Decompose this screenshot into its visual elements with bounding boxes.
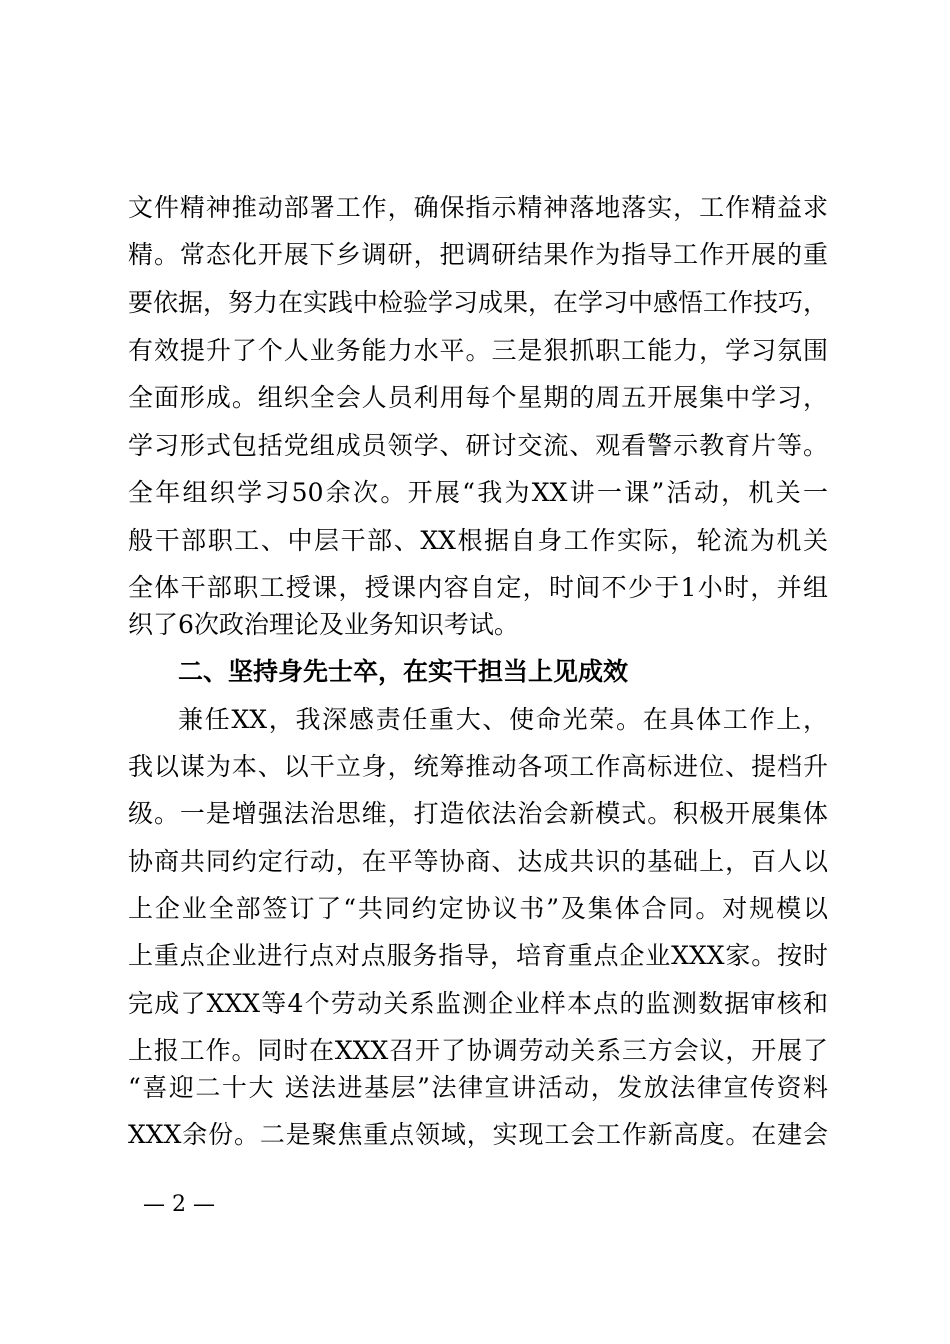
paragraph-2-line-3: 级。一是增强法治思维，打造依法治会新模式。积极开展集体 xyxy=(128,799,828,828)
paragraph-1-line-3: 要依据，努力在实践中检验学习成果，在学习中感悟工作技巧， xyxy=(128,288,828,317)
paragraph-1-line-10: 织了6次政治理论及业务知识考试。 xyxy=(128,610,519,639)
paragraph-2-line-9: “喜迎二十大 送法进基层”法律宣讲活动，发放法律宣传资料 xyxy=(128,1073,828,1102)
page-number: — 2 — xyxy=(143,1192,215,1217)
paragraph-2-line-1: 兼任XX，我深感责任重大、使命光荣。在具体工作上， xyxy=(178,705,828,734)
paragraph-1-line-4: 有效提升了个人业务能力水平。三是狠抓职工能力，学习氛围 xyxy=(128,336,828,365)
paragraph-2-line-4: 协商共同约定行动，在平等协商、达成共识的基础上，百人以 xyxy=(128,847,828,876)
paragraph-1-line-6: 学习形式包括党组成员领学、研讨交流、观看警示教育片等。 xyxy=(128,431,828,460)
paragraph-2-line-5: 上企业全部签订了“共同约定协议书”及集体合同。对规模以 xyxy=(128,894,828,923)
paragraph-2-line-8: 上报工作。同时在XXX召开了协调劳动关系三方会议，开展了 xyxy=(128,1036,828,1065)
paragraph-1-line-7: 全年组织学习50余次。开展“我为XX讲一课”活动，机关一 xyxy=(128,478,828,507)
paragraph-1-line-8: 般干部职工、中层干部、XX根据自身工作实际，轮流为机关 xyxy=(128,526,828,555)
paragraph-1-line-1: 文件精神推动部署工作，确保指示精神落地落实，工作精益求 xyxy=(128,193,828,222)
paragraph-1-line-2: 精。常态化开展下乡调研，把调研结果作为指导工作开展的重 xyxy=(128,240,828,269)
paragraph-1-line-9: 全体干部职工授课，授课内容自定，时间不少于1小时，并组 xyxy=(128,573,828,602)
paragraph-2-line-7: 完成了XXX等4个劳动关系监测企业样本点的监测数据审核和 xyxy=(128,989,828,1018)
paragraph-2-line-6: 上重点企业进行点对点服务指导，培育重点企业XXX家。按时 xyxy=(128,941,828,970)
paragraph-2-line-2: 我以谋为本、以干立身，统筹推动各项工作高标进位、提档升 xyxy=(128,752,828,781)
paragraph-2-line-10: XXX余份。二是聚焦重点领域，实现工会工作新高度。在建会 xyxy=(128,1120,828,1149)
paragraph-1-line-5: 全面形成。组织全会人员利用每个星期的周五开展集中学习， xyxy=(128,383,828,412)
section-heading: 二、坚持身先士卒，在实干担当上见成效 xyxy=(178,657,629,686)
